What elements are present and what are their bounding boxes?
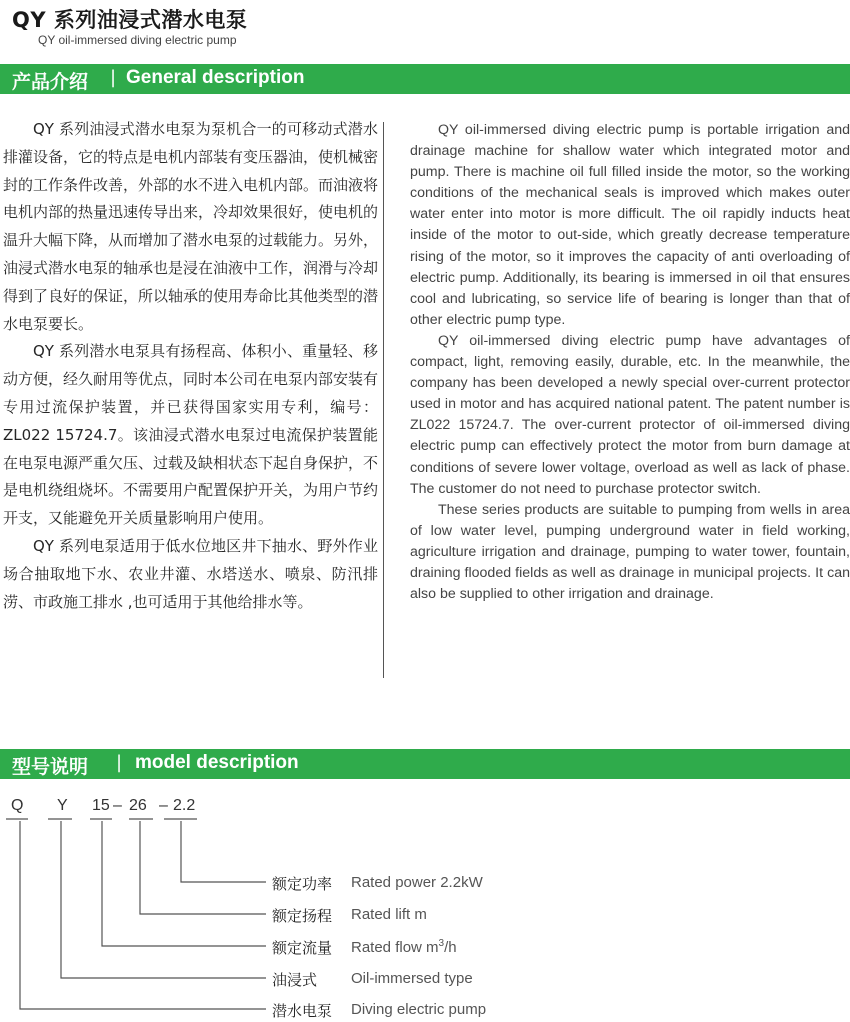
rated-flow-unit-tail: /h (444, 939, 457, 956)
cn-paragraph: QY 系列潜水电泵具有扬程高、体积小、重量轻、移动方便，经久耐用等优点，同时本公司在电泵内部安装有专用过流保护装置，并已获得国家实用专利，编号：ZL022 15724.7。该油浸式潜水电泵过电流保护装置能在电泵电源严重欠压、过载及缺相状态下起自身保护，不是电机绕组烧坏。不需要用户配置保护开关，为用户节约开支，又能避免开关质量影响用户使用。 (3, 342, 379, 528)
code-flow: 15 (92, 797, 110, 814)
en-paragraph: These series products are suitable to pumping from wells in area of low water level, pumping underground water in field working, agriculture irrigation and drainage, pumping to water tower, fountain, draining flooded fields as well as drainage in municipal projects. It can also be supplied to other irrigation and drainage. (410, 501, 850, 603)
cn-paragraph: QY 系列油浸式潜水电泵为泵机合一的可移动式潜水排灌设备，它的特点是电机内部装有变压器油，使机械密封的工作条件改善，外部的水不进入电机内部。而油液将电机内部的热量迅速传导出来，冷却效果很好，使电机的温升大幅下降，从而增加了潜水电泵的过载能力。另外，油浸式潜水电泵的轴承也是浸在油液中工作，润滑与冷却得到了良好的保证，所以轴承的使用寿命比其他类型的潜水电泵要长。 (3, 120, 379, 333)
general-title-en: General description (126, 67, 305, 88)
label-rated-flow-en (351, 938, 457, 956)
label-rated-power-en: Rated power 2.2kW (351, 874, 483, 891)
page-subtitle: QY oil-immersed diving electric pump (38, 33, 237, 47)
code-power: 2.2 (173, 797, 196, 814)
cn-paragraph: QY 系列电泵适用于低水位地区井下抽水、野外作业场合抽取地下水、农业井灌、水塔送水、喷泉、防汛排涝、市政施工排水 ,也可适用于其他给排水等。 (3, 536, 378, 611)
code-q: Q (11, 797, 24, 814)
code-dash: – (159, 797, 168, 814)
model-title-cn: 型号说明 (12, 756, 89, 778)
code-dash: – (113, 797, 122, 814)
rated-flow-superscript: 3 (438, 938, 445, 949)
en-paragraph: QY oil-immersed diving electric pump have advantages of compact, light, removing easily, durable, etc. In the meanwhile, the company has been developed a newly special over-current protector used in motor and has acquired national patent. The patent number is ZL022 15724.7. The over-current protector of oil-immersed diving electric pump can effectively protect the motor from burn damage at conditions of severe lower voltage, overload as well as lack of phase. The customer do not need to purchase protector switch. (410, 332, 850, 497)
code-lift: 26 (129, 797, 147, 814)
label-rated-power-cn: 额定功率 (272, 875, 333, 893)
model-title-en: model description (135, 752, 299, 773)
page-title: QY 系列油浸式潜水电泵 (12, 8, 248, 32)
en-paragraph: QY oil-immersed diving electric pump is portable irrigation and drainage machine for shallow water which integrated motor and pump. There is machine oil full filled inside the motor, so the working conditions of the mechanical seals is improved which makes outer water enter into motor is more difficult. The oil rapidly inducts heat inside of the motor to out-side, which greatly decrease temperature rising of the motor, so it improves the capacity of anti overloading of electric pump. Additionally, its bearing is immersed in oil that ensures cool and lubricating, so service life of bearing is longer than that of other electric pump type. (410, 122, 850, 328)
label-diving-pump-cn: 潜水电泵 (272, 1002, 333, 1020)
label-oil-immersed-en: Oil-immersed type (351, 970, 473, 987)
label-rated-lift-en: Rated lift m (351, 906, 427, 923)
label-rated-flow-cn: 额定流量 (272, 939, 333, 957)
rated-flow-text: Rated flow m (351, 939, 439, 956)
header-separator: | (116, 752, 123, 773)
header-separator: | (110, 67, 117, 88)
code-y: Y (57, 797, 68, 814)
label-rated-lift-cn: 额定扬程 (272, 907, 333, 925)
general-title-cn: 产品介绍 (12, 71, 89, 93)
label-diving-pump-en: Diving electric pump (351, 1001, 487, 1018)
label-oil-immersed-cn: 油浸式 (272, 971, 318, 989)
